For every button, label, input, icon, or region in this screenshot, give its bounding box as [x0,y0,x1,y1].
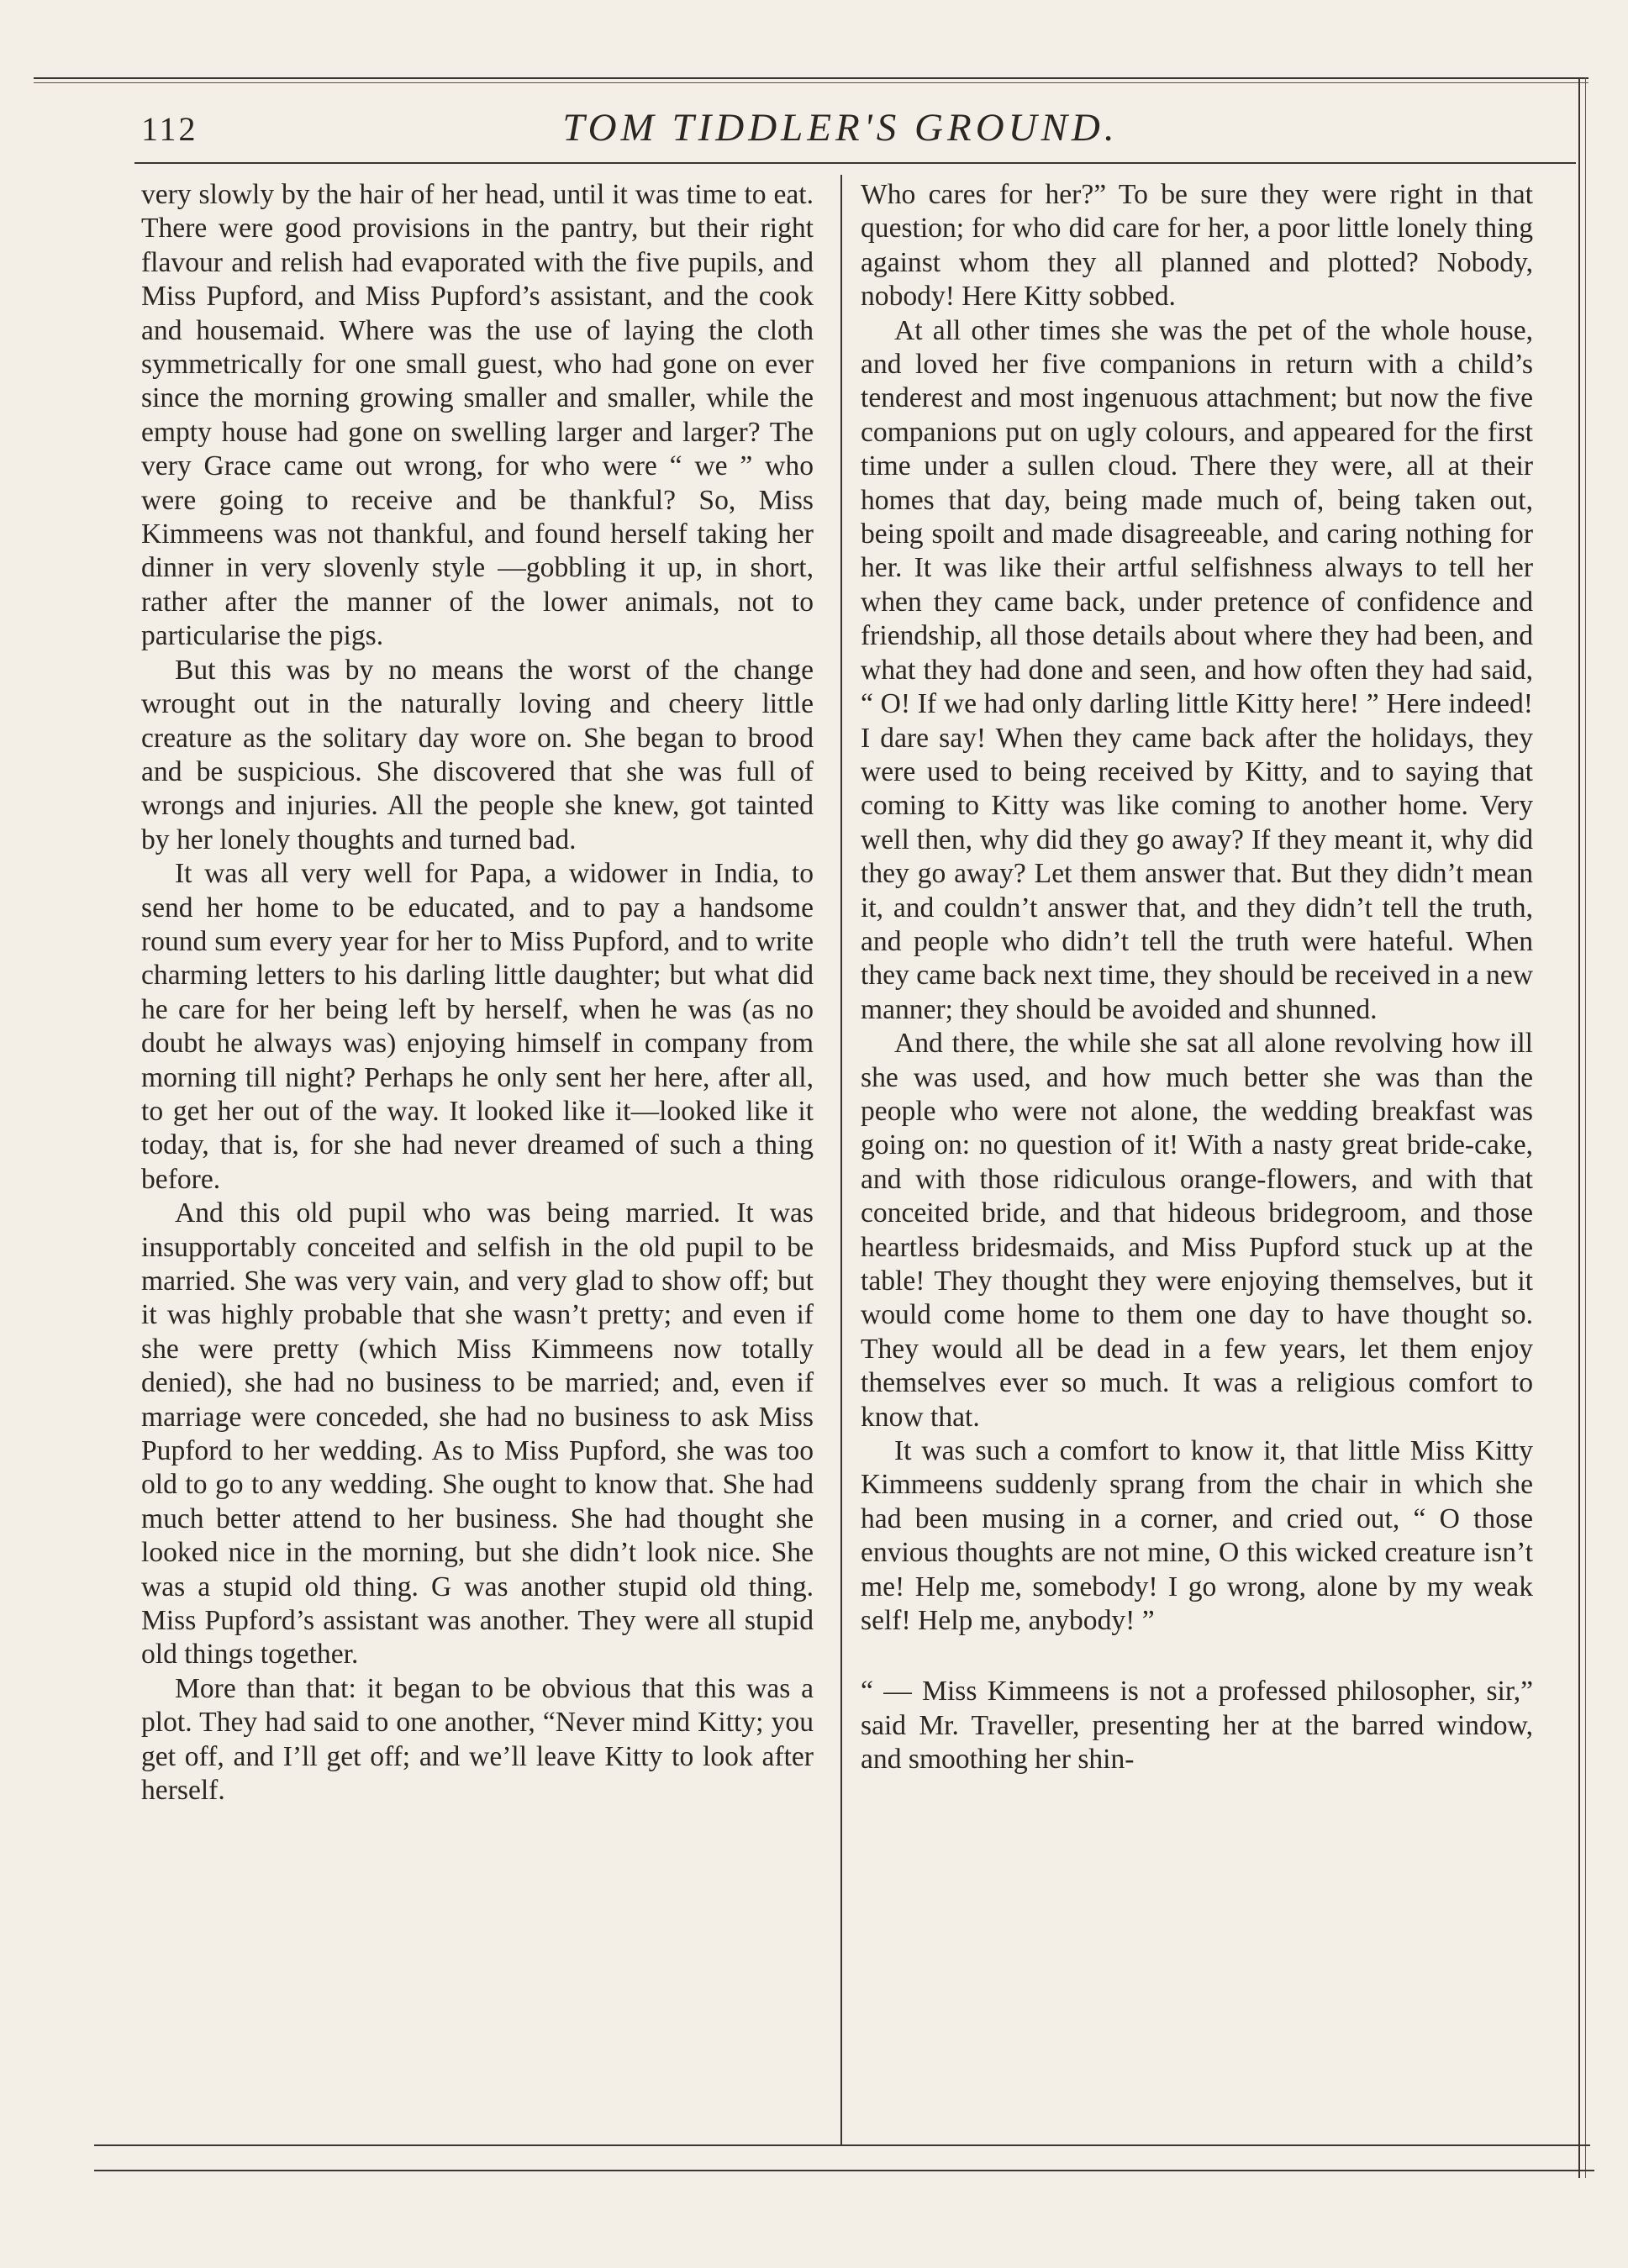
header-rule [134,162,1576,164]
top-border-rule [34,77,1588,79]
left-column [141,178,814,1808]
right-column [861,178,1533,1777]
paragraph: Who cares for her?” To be sure they were right in that question; for who did care for her, a poor little lonely thing against whom they all planned and plotted? Nobody, nobody! Here Kitty sobbed. [861,179,1533,313]
paragraph: At all other times she was the pet of the whole house, and loved her five companions in return with a child’s tenderest and most ingenuous attachment; but now the five companions put on ugly colours, and appeared for the first time under a sullen cloud. There they were, all at their homes that day, being made much of, being taken out, being spoilt and made disagreeable, and caring nothing for her. It was like their artful selfishness always to tell her when they came back, under pretence of confidence and friendship, all those details about where they had been, and what they had done and seen, and how often they had said, “ O! If we had only darling little Kitty here! ” Here indeed! I dare say! When they came back after the holidays, they were used to being received by Kitty, and to saying that coming to Kitty was like coming to another home. Very well then, why did they go away? If they meant it, why did they go away? Let them answer that. But they didn’t mean it, and couldn’t answer that, and they didn’t tell the truth, and people who didn’t tell the truth were hateful. When they came back next time, they should be received in a new manner; they should be avoided and shunned. [861,314,1533,1025]
page-number: 112 [141,110,198,148]
paragraph: And there, the while she sat all alone revolving how ill she was used, and how much better she was than the people who were not alone, the wedding breakfast was going on: no question of it! With a nasty great bride-cake, and with those ridiculous orange-flowers, and with that conceited bride, and that hideous bridegroom, and those heartless bridesmaids, and Miss Pupford stuck up at the table! They thought they were enjoying themselves, but it would come home to them one day to have thought so. They would all be dead in a few years, let them enjoy themselves ever so much. It was a religious comfort to know that. [861,1028,1533,1433]
running-title: TOM TIDDLER'S GROUND. [562,106,1119,150]
column-divider [840,175,842,2145]
right-border-rule-thin [1585,77,1586,2178]
paragraph: It was all very well for Papa, a widower in India, to send her home to be educated, and to pay a handsome round sum every year for her to Miss Pupford, and to write charming letters to his darling little daughter; but what did he care for her being left by herself, when he was (as no doubt he always was) enjoying himself in company from morning till night? Perhaps he only sent her here, after all, to get her out of the way. It looked like it—looked like it today, that is, for she had never dreamed of such a thing before. [141,858,814,1195]
paragraph: But this was by no means the worst of the change wrought out in the naturally loving and cheery little creature as the solitary day wore on. She began to brood and be suspicious. She discovered that she was full of wrongs and injuries. All the people she knew, got tainted by her lonely thoughts and turned bad. [141,654,814,855]
bottom-border-rule-outer [94,2170,1594,2171]
paragraph: very slowly by the hair of her head, until it was time to eat. There were good provisions in the pantry, but their right flavour and relish had evaporated with the five pupils, and Miss Pupford, and Miss Pupford’s assistant, and the cook and housemaid. Where was the use of laying the cloth symmetrically for one small guest, who had gone on ever since the morning growing smaller and smaller, while the empty house had gone on swelling larger and larger? The very Grace came out wrong, for who were “ we ” who were going to receive and be thankful? So, Miss Kimmeens was not thankful, and found herself taking her dinner in very slovenly style —gobbling it up, in short, rather after the manner of the lower animals, not to particularise the pigs. [141,179,814,652]
right-border-rule [1578,77,1580,2178]
bottom-border-rule [94,2144,1590,2146]
top-border-rule-thin [34,82,1588,83]
paragraph: “ — Miss Kimmeens is not a professed philosopher, sir,” said Mr. Traveller, presenting her at the barred window, and smoothing her shin- [861,1676,1533,1776]
paragraph: And this old pupil who was being married. It was insupportably conceited and selfish in the old pupil to be married. She was very vain, and very glad to show off; but it was highly probable that she wasn’t pretty; and even if she were pretty (which Miss Kimmeens now totally denied), she had no business to be married; and, even if marriage were conceded, she had no business to ask Miss Pupford to her wedding. As to Miss Pupford, she was too old to go to any wedding. She ought to know that. She had much better attend to her business. She had thought she looked nice in the morning, but she didn’t look nice. She was a stupid old thing. G was another stupid old thing. Miss Pupford’s assistant was another. They were all stupid old things together. [141,1197,814,1671]
paragraph: More than that: it began to be obvious that this was a plot. They had said to one another, “Never mind Kitty; you get off, and I’ll get off; and we’ll leave Kitty to look after herself. [141,1672,814,1807]
paragraph: It was such a comfort to know it, that little Miss Kitty Kimmeens suddenly sprang from the chair in which she had been musing in a corner, and cried out, “ O those envious thoughts are not mine, O this wicked creature isn’t me! Help me, somebody! I go wrong, alone by my weak self! Help me, anybody! ” [861,1435,1533,1637]
